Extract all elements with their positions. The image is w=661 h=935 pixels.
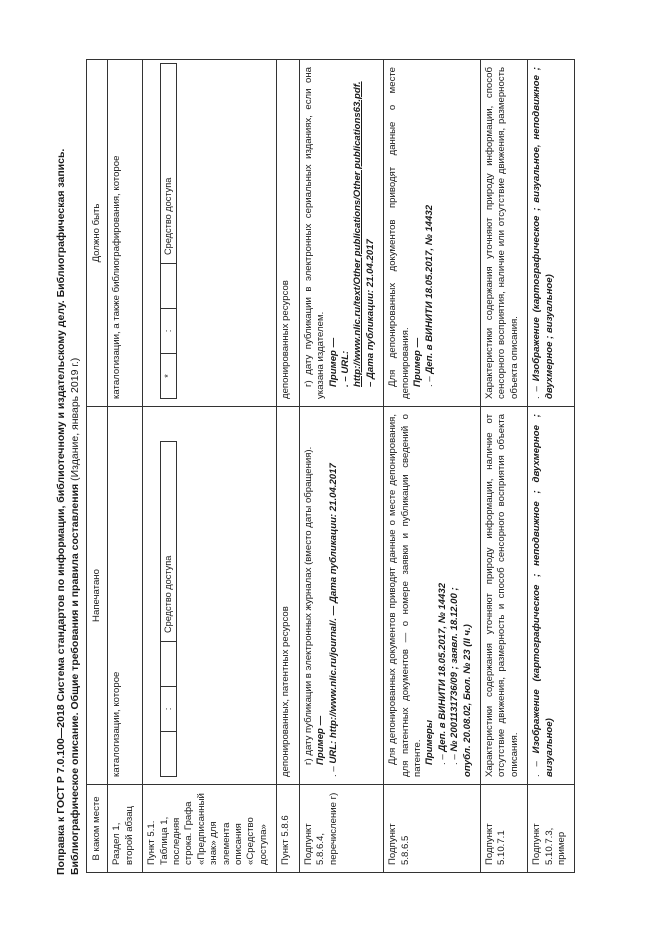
table-row — [384, 60, 481, 873]
should-text: каталогизации, а также библиографирования, которое — [111, 155, 123, 399]
mini-cell: * — [161, 354, 177, 399]
printed-text: Для депонированных документов приводят данные о месте депонирования, для патентных документов — о номере заявки и публикации сведений о патенте. — [387, 414, 423, 777]
cell-where: Подпункт 5.8.6.4, перечисление г) — [299, 785, 383, 873]
document-title — [54, 75, 82, 875]
example-label: Пример — — [327, 337, 339, 387]
example-text: Изображение (картографическое ; визуальное, неподвижное ; двухмерное ; визуальное) — [531, 67, 555, 399]
example-line: опубл. 20.08.02, Бюл. № 23 (II ч.) — [461, 624, 473, 777]
cell-where: Пункт 5.8.6 — [277, 785, 299, 873]
header-should: Должно быть — [87, 60, 108, 407]
cell-where: Подпункт 5.10.7.3, пример — [528, 785, 575, 873]
cell-printed — [384, 407, 481, 785]
example-line — [328, 414, 340, 777]
mini-cell: Средство доступа — [161, 442, 177, 642]
cell-should — [299, 60, 383, 407]
where-text: Пункт 5.1. Таблица 1, последняя строка. Графа «Предписанный знак» для элемента описания «Средство доступа» — [146, 793, 269, 865]
cell-should: депонированных ресурсов — [277, 60, 299, 407]
mini-table-printed — [160, 441, 177, 777]
example-url: URL: http://www.nlic.ru/journal/. — Дата публикации: 21.04.2017 — [327, 463, 339, 764]
cell-printed — [143, 407, 277, 785]
example-label: Пример — — [315, 715, 327, 765]
title-main: Поправка к ГОСТ Р 7.0.100—2018 Система стандартов по информации, библиотечному и издательскому делу. Библиографическая запись. Библиографическое описание. Общие требования и правила составления — [55, 148, 81, 875]
cell-printed: депонированных, патентных ресурсов — [277, 407, 299, 785]
printed-text: каталогизации, которое — [111, 671, 123, 777]
cell-where: Подпункт 5.10.7.1 — [480, 785, 527, 873]
example-line — [449, 414, 461, 777]
should-text: Для депонированных документов приводят данные о месте депонирования. — [387, 67, 411, 399]
cell-where — [108, 785, 143, 873]
example-text: Деп. в ВИНИТИ 18.05.2017, № 14432 — [436, 582, 448, 752]
mini-cell: : — [161, 687, 177, 732]
mini-cell — [161, 642, 177, 687]
example-line: . – URL: — [339, 350, 351, 387]
cell-should — [528, 60, 575, 407]
cell-should — [108, 60, 143, 407]
header-row — [87, 60, 108, 873]
example-dash: . – — [436, 751, 448, 765]
example-dash: . – — [449, 751, 461, 765]
example-label: Пример — — [411, 337, 423, 387]
mini-cell — [161, 732, 177, 777]
examples-label: Примеры — [424, 719, 436, 765]
cell-should — [384, 60, 481, 407]
amendment-table — [86, 59, 575, 873]
title-edition: (Издание, январь 2019 г.) — [69, 357, 81, 481]
mini-cell: Средство доступа — [161, 64, 177, 264]
table-row — [108, 60, 143, 873]
table-row — [528, 60, 575, 873]
cell-printed — [528, 407, 575, 785]
example-dash: . – — [531, 381, 543, 399]
table-row — [277, 60, 299, 873]
example-text: Деп. в ВИНИТИ 18.05.2017, № 14432 — [424, 204, 436, 374]
cell-printed: Характеристики содержания уточняют природу информации, наличие от отсутствие движения, размерность и способ сенсорного восприятия объекта описания. — [480, 407, 527, 785]
example-date: – Дата публикации: 21.04.2017 — [364, 239, 376, 387]
example-url: http://www.nlic.ru/text/Other publications/Other publications63.pdf. — [352, 81, 364, 387]
mini-cell: : — [161, 309, 177, 354]
mini-cell — [161, 264, 177, 309]
cell-where — [143, 785, 277, 873]
cell-where: Подпункт 5.8.6.5 — [384, 785, 481, 873]
where-text: Раздел 1, второй абзац — [111, 805, 135, 865]
mini-table-should — [160, 63, 177, 399]
header-where: В каком месте — [87, 785, 108, 873]
example-text: № 2001131736/09 ; заявл. 18.12.00 ; — [449, 587, 461, 752]
cell-should: Характеристики содержания уточняют природу информации, способ сенсорного восприятия, наличие или отсутствие движения, размерность объекта описания. — [480, 60, 527, 407]
example-line — [424, 67, 436, 399]
table-row — [480, 60, 527, 873]
cell-printed — [108, 407, 143, 785]
example-dash: . – — [531, 753, 543, 777]
printed-text: г) дату публикации в электронных журналах (вместо даты обращения). — [302, 446, 314, 765]
example-dash: . – — [424, 373, 436, 387]
table-row — [299, 60, 383, 873]
table-row — [143, 60, 277, 873]
example-text: Изображение (картографическое ; неподвижное ; двухмерное ; визуальное) — [531, 414, 555, 777]
cell-printed — [299, 407, 383, 785]
header-printed: Напечатано — [87, 407, 108, 785]
example-dash: . – — [327, 763, 339, 777]
should-text: г) дату публикации в электронных сериальных изданиях, если она указана издателем. — [302, 67, 327, 399]
cell-should — [143, 60, 277, 407]
example-line — [437, 414, 449, 777]
